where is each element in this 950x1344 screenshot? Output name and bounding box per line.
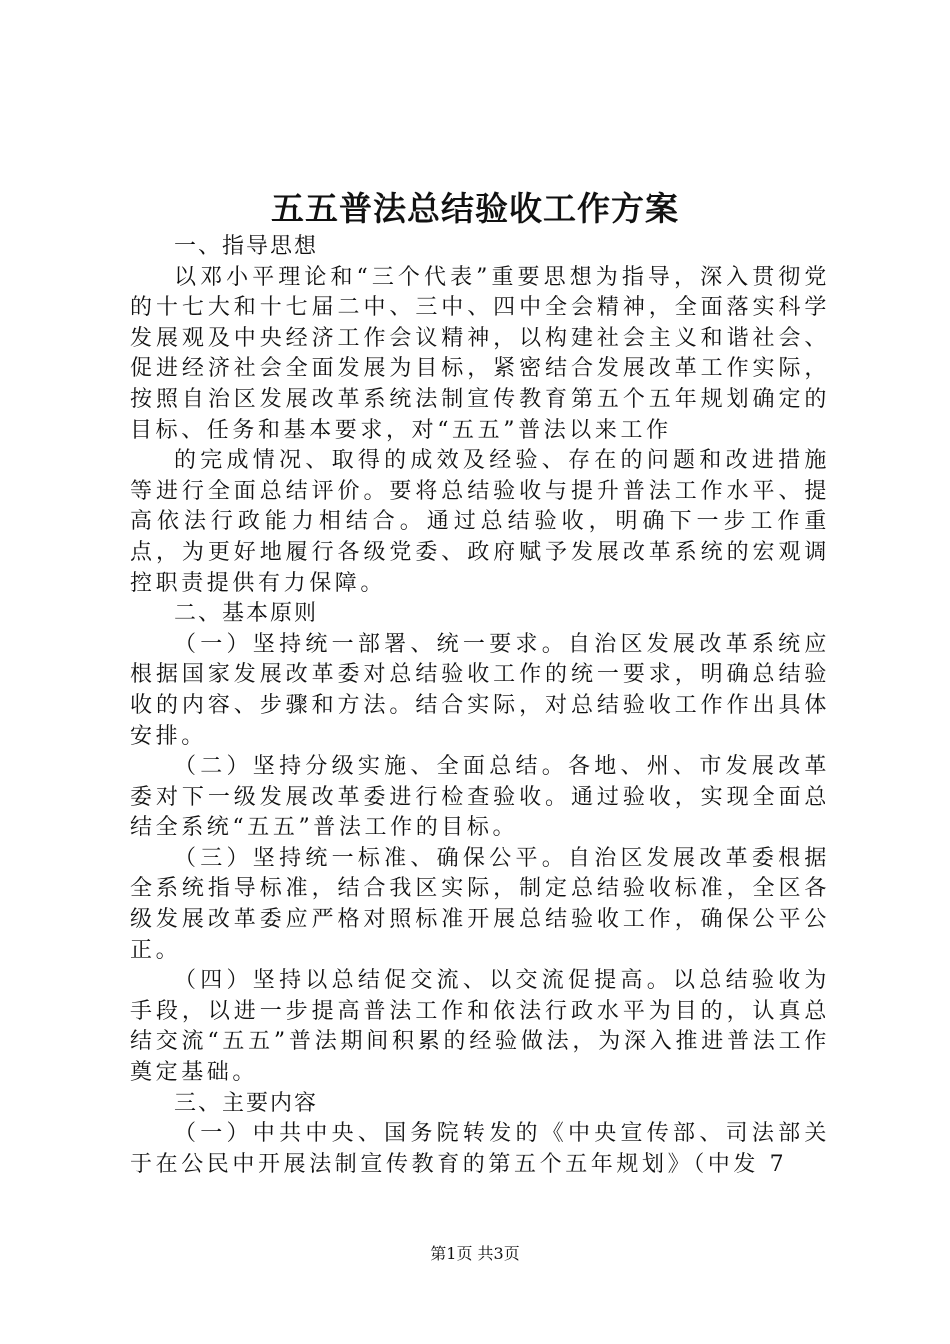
section-heading: 二、基本原则 — [174, 601, 319, 627]
paragraph: （一）中共中央、国务院转发的《中央宣传部、司法部关于在公民中开展法制宣传教育的第五个五年规划》（中发 7 — [130, 1121, 830, 1177]
paragraph: （四）坚持以总结促交流、以交流促提高。以总结验收为手段，以进一步提高普法工作和依法行政水平为目的，认真总结交流“五五”普法期间积累的经验做法，为深入推进普法工作奠定基础。 — [130, 968, 830, 1086]
document-title: 五五普法总结验收工作方案 — [271, 189, 679, 228]
page-footer: 第1页 共3页 — [430, 1244, 520, 1263]
paragraph: 以邓小平理论和“三个代表”重要思想为指导，深入贯彻党的十七大和十七届二中、三中、四中全会精神，全面落实科学发展观及中央经济工作会议精神，以构建社会主义和谐社会、促进经济社会全面发展为目标，紧密结合发展改革工作实际，按照自治区发展改革系统法制宣传教育第五个五年规划确定的目标、任务和基本要求，对“五五”普法以来工作 — [130, 264, 830, 443]
paragraph: （一）坚持统一部署、统一要求。自治区发展改革系统应根据国家发展改革委对总结验收工作的统一要求，明确总结验收的内容、步骤和方法。结合实际，对总结验收工作作出具体安排。 — [130, 631, 830, 749]
section-heading: 一、指导思想 — [174, 234, 319, 259]
paragraph: （三）坚持统一标准、确保公平。自治区发展改革委根据全系统指导标准，结合我区实际，制定总结验收标准，全区各级发展改革委应严格对照标准开展总结验收工作，确保公平公正。 — [130, 845, 830, 963]
document-body — [130, 232, 830, 1180]
paragraph: 的完成情况、取得的成效及经验、存在的问题和改进措施等进行全面总结评价。要将总结验收与提升普法工作水平、提高依法行政能力相结合。通过总结验收，明确下一步工作重点，为更好地履行各级党委、政府赋予发展改革系统的宏观调控职责提供有力保障。 — [130, 448, 830, 596]
section-heading: 三、主要内容 — [174, 1090, 319, 1116]
paragraph: （二）坚持分级实施、全面总结。各地、州、市发展改革委对下一级发展改革委进行检查验收。通过验收，实现全面总结全系统“五五”普法工作的目标。 — [130, 754, 830, 841]
